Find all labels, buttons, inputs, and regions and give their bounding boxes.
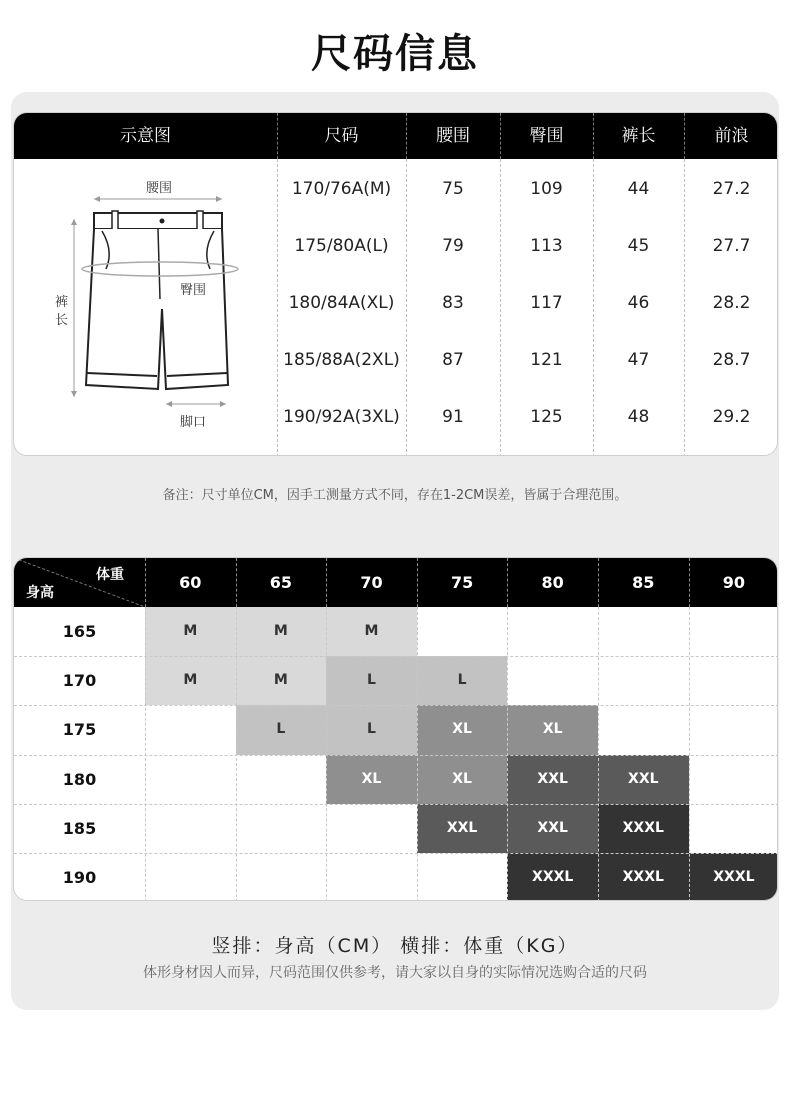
height-label: 190 bbox=[62, 868, 97, 887]
page-title: 尺码信息 bbox=[311, 31, 479, 77]
size-recommendation-cell: XXL bbox=[507, 755, 598, 804]
size-recommendation-cell bbox=[145, 853, 236, 901]
size-table bbox=[13, 112, 778, 456]
height-label: 180 bbox=[62, 769, 97, 789]
length-label-1: 裤 bbox=[55, 295, 69, 310]
header-waist: 腰围 bbox=[436, 126, 470, 146]
hip-cell: 117 bbox=[530, 293, 563, 313]
fit-footnote: 体形身材因人而异，尺码范围仅供参考，请大家以自身的实际情况选购合适的尺码 bbox=[143, 965, 647, 981]
divider bbox=[500, 113, 501, 159]
size-recommendation-grid bbox=[13, 557, 778, 901]
size-recommendation-cell bbox=[689, 607, 778, 656]
waist-label: 腰围 bbox=[146, 181, 173, 196]
waist-cell: 87 bbox=[442, 350, 464, 370]
divider bbox=[417, 558, 418, 607]
size-recommendation-cell: M bbox=[326, 607, 417, 656]
size-recommendation-cell: XL bbox=[326, 755, 417, 804]
size-recommendation-cell: XXL bbox=[507, 804, 598, 853]
hip-cell: 113 bbox=[530, 236, 563, 256]
hip-cell: 121 bbox=[530, 350, 563, 370]
weight-header: 85 bbox=[632, 573, 655, 592]
size-recommendation-cell: XXXL bbox=[598, 804, 689, 853]
size-recommendation-cell: XXXL bbox=[598, 853, 689, 901]
length-label-2: 长 bbox=[55, 313, 69, 328]
divider bbox=[326, 607, 327, 901]
size-recommendation-cell bbox=[326, 853, 417, 901]
length-cell: 45 bbox=[627, 236, 650, 256]
divider bbox=[277, 113, 278, 159]
waist-cell: 91 bbox=[442, 407, 464, 427]
rise-cell: 27.7 bbox=[712, 236, 751, 256]
size-recommendation-cell: L bbox=[417, 656, 508, 705]
divider bbox=[593, 113, 594, 159]
divider bbox=[406, 113, 407, 159]
size-table-header bbox=[14, 113, 778, 159]
size-recommendation-cell: M bbox=[236, 607, 327, 656]
size-recommendation-cell bbox=[689, 804, 778, 853]
size-recommendation-cell: M bbox=[145, 656, 236, 705]
divider bbox=[14, 755, 778, 756]
waist-cell: 83 bbox=[442, 293, 464, 313]
weight-header-row bbox=[14, 558, 778, 607]
size-recommendation-cell bbox=[507, 656, 598, 705]
size-recommendation-cell bbox=[598, 656, 689, 705]
size-recommendation-cell bbox=[417, 607, 508, 656]
divider bbox=[598, 607, 599, 901]
size-recommendation-cell: XL bbox=[417, 705, 508, 754]
length-cell: 48 bbox=[627, 407, 650, 427]
size-recommendation-cell: XL bbox=[507, 705, 598, 754]
size-recommendation-cell bbox=[507, 607, 598, 656]
size-recommendation-cell: XXXL bbox=[689, 853, 778, 901]
divider bbox=[14, 705, 778, 706]
size-recommendation-cell: M bbox=[236, 656, 327, 705]
height-label: 170 bbox=[62, 671, 97, 691]
size-cell: 190/92A(3XL) bbox=[283, 407, 400, 427]
size-cell: 170/76A(M) bbox=[291, 179, 392, 199]
size-recommendation-cell bbox=[598, 705, 689, 754]
divider bbox=[689, 607, 690, 901]
height-label: 175 bbox=[62, 720, 97, 740]
size-recommendation-cell bbox=[236, 804, 327, 853]
length-cell: 44 bbox=[627, 179, 650, 199]
divider bbox=[684, 113, 685, 159]
divider bbox=[14, 656, 778, 657]
divider bbox=[507, 607, 508, 901]
divider bbox=[507, 558, 508, 607]
size-recommendation-cell bbox=[236, 755, 327, 804]
size-recommendation-cell: XXXL bbox=[507, 853, 598, 901]
weight-header: 70 bbox=[360, 573, 383, 592]
size-recommendation-cell bbox=[326, 804, 417, 853]
weight-corner-label: 体重 bbox=[96, 567, 124, 583]
size-recommendation-cell bbox=[145, 755, 236, 804]
divider bbox=[326, 558, 327, 607]
size-cell: 175/80A(L) bbox=[294, 236, 389, 256]
header-length: 裤长 bbox=[621, 126, 656, 146]
size-recommendation-cell: L bbox=[236, 705, 327, 754]
weight-header: 75 bbox=[450, 573, 474, 592]
size-recommendation-cell: XL bbox=[417, 755, 508, 804]
hip-label: 臀围 bbox=[180, 283, 207, 298]
weight-header: 80 bbox=[541, 573, 564, 592]
size-recommendation-cell: L bbox=[326, 705, 417, 754]
divider bbox=[145, 558, 146, 607]
rise-cell: 28.7 bbox=[712, 350, 751, 370]
hip-cell: 125 bbox=[530, 407, 563, 427]
size-recommendation-cell: L bbox=[326, 656, 417, 705]
waist-cell: 75 bbox=[442, 179, 464, 199]
size-recommendation-cell bbox=[689, 705, 778, 754]
size-recommendation-cell bbox=[145, 705, 236, 754]
height-label: 165 bbox=[62, 622, 97, 641]
header-rise: 前浪 bbox=[714, 126, 749, 146]
shorts-outline-icon bbox=[14, 159, 278, 456]
pants-diagram bbox=[14, 159, 278, 456]
size-recommendation-cell bbox=[598, 607, 689, 656]
rise-cell: 29.2 bbox=[712, 407, 751, 427]
weight-header: 60 bbox=[179, 573, 202, 592]
hem-label: 脚口 bbox=[180, 415, 207, 430]
waist-cell: 79 bbox=[442, 236, 464, 256]
divider bbox=[14, 804, 778, 805]
measurement-note: 备注：尺寸单位CM，因手工测量方式不同，存在1-2CM误差，皆属于合理范围。 bbox=[162, 488, 628, 503]
size-recommendation-cell bbox=[145, 804, 236, 853]
length-cell: 47 bbox=[627, 350, 650, 370]
divider bbox=[417, 607, 418, 901]
size-recommendation-cell bbox=[236, 853, 327, 901]
height-label: 185 bbox=[62, 818, 97, 838]
hip-cell: 109 bbox=[530, 179, 563, 199]
rise-cell: 27.2 bbox=[712, 179, 751, 199]
divider bbox=[689, 558, 690, 607]
divider bbox=[236, 607, 237, 901]
size-cell: 180/84A(XL) bbox=[288, 293, 395, 313]
divider bbox=[145, 607, 146, 901]
size-recommendation-cell bbox=[689, 656, 778, 705]
size-recommendation-cell bbox=[417, 853, 508, 901]
height-corner-label: 身高 bbox=[26, 585, 54, 601]
size-recommendation-cell: M bbox=[145, 607, 236, 656]
header-size: 尺码 bbox=[324, 126, 359, 146]
weight-header: 65 bbox=[269, 573, 293, 592]
divider bbox=[14, 853, 778, 854]
weight-header: 90 bbox=[722, 573, 746, 592]
length-cell: 46 bbox=[627, 293, 650, 313]
header-hip: 臀围 bbox=[529, 126, 564, 146]
size-cell: 185/88A(2XL) bbox=[283, 350, 400, 370]
divider bbox=[598, 558, 599, 607]
size-recommendation-cell bbox=[689, 755, 778, 804]
axis-legend: 竖排：身高（CM） 横排：体重（KG） bbox=[211, 935, 579, 957]
divider bbox=[236, 558, 237, 607]
header-diagram: 示意图 bbox=[120, 126, 171, 146]
size-recommendation-cell: XXL bbox=[598, 755, 689, 804]
rise-cell: 28.2 bbox=[712, 293, 751, 313]
size-recommendation-cell: XXL bbox=[417, 804, 508, 853]
